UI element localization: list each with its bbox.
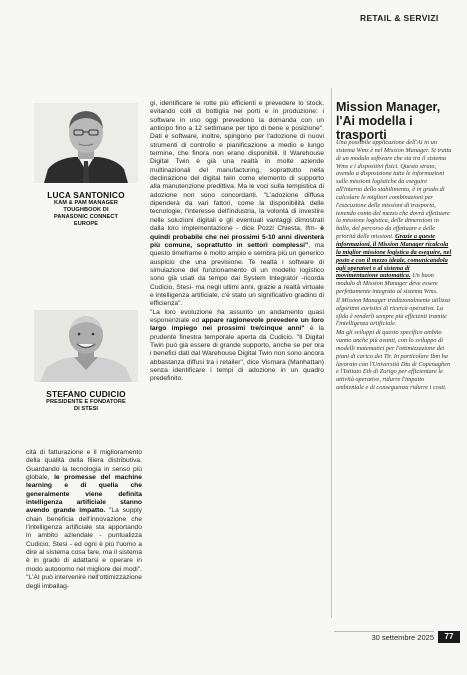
text-run: Una possibile applicazione dell'Ai in un sistema Wms è nel Mission Manager. Si tratta di un modulo software che sta tra il sistema Wms e i dispositivi fisici. Questo strato, avendo a disposizione tutte le informazioni sulle missioni logistiche da eseguire all'interno dello stabilimento, è in grado di calcolare le migliori combinazioni per l'esecuzione delle missioni di trasporto, tenendo conto del mezzo che dovrà effettuare la missione logistica, delle dimensioni in ballo, del percorso da effettuare e delle priorità delle missioni.: [336, 139, 452, 241]
portrait-luca-santonico: [34, 103, 138, 183]
text-run: gi, identificare le rotte più efficienti e prevedere lo stock, evitando colli di bottiglia nei porti e in produzione: i software in uso oggi prevedono la domanda con un anticipo fino a 12 settimane per tipo di bene e posizione". Dati e software, inoltre, spingono per l'adozione di nuovi strumenti di controllo e pianificazione a medio e lungo termine, che finora non erano disponibili. Il Warehouse Digital Twin è già una realtà in molte aziende multinazionali del manufacturing, soprattutto nella declinazione del digital twin come elemento di supporto alla manutenzione predittiva. Ma le voci sulla tempistica di adozione non sono concordanti. "L'adozione diffusa dipenderà da vari fattori, come la disponibilità delle tecnologie, l'interesse dell'industria, la volontà di investire nelle soluzioni digitali e gli eventuali vantaggi dimostrati dalla loro implementazione - dice Pozzi Chiesta, Ifm-: [150, 100, 324, 233]
issue-date: 30 settembre 2025: [334, 631, 434, 644]
page-footer: [330, 631, 462, 643]
column-divider: [331, 88, 332, 618]
paragraph: Il Mission Manager tradizionalmente utilizza algoritmi euristici di ricerca operativa. La sfida è renderli sempre più efficienti tramite l'intelligenza artificiale.: [336, 296, 451, 328]
person-role-line: DI STESI: [73, 406, 99, 412]
person-role-line: TOUGHBOOK DI: [63, 207, 109, 213]
page-number: 77: [438, 631, 460, 643]
person-role-line: KAM & PAM MANAGER: [53, 200, 119, 206]
sidebar-title: Mission Manager, l'Ai modella i trasporti: [336, 100, 441, 142]
paragraph: [150, 309, 324, 384]
highlight-text: le promesse del machine learning e di quella che generalmente viene definita intelligenza artificiale stanno avendo grande impatto.: [26, 474, 142, 515]
paragraph: Ma gli sviluppi di questo specifico ambito vanno anche più avanti, con lo sviluppo di modelli matematici per l'ottimizzazione dei piani di carico dei Tir. In particolare Ibm ha lavorato con l'Università Dtu di Copenaghen e l'Istituto Eth di Zurigo per efficientare le attività operative, ridurre l'impatto ambientale e di conseguenza ridurre i costi.: [336, 329, 451, 392]
person-role-line: PANASONIC CONNECT: [53, 214, 119, 220]
portrait-stefano-cudicio: [34, 310, 138, 382]
caption-luca-santonico: [30, 190, 142, 228]
text-run: è la prudente finestra temporale aperta da Cudicio. "Il Digital Twin può già essere di grande supporto, anche se per ora i benefici dati dal Warehouse Digital Twin non sono ancora abbastanza diffusi tra i retailer", dice Vismara (Manhattan) senza identificare i tempi di adozione in un quadro predefinito.: [150, 325, 324, 383]
text-run: "La loro evoluzione ha assunto un andamento quasi esponenziale ed: [150, 308, 324, 324]
text-run: Un buon modulo di Mission Manager deve essere perfettamente integrato al sistema Wms.: [336, 272, 438, 296]
article-column-2: [150, 100, 324, 384]
paragraph: [336, 139, 452, 296]
sidebar-body: [336, 139, 452, 393]
article-column-1: [26, 449, 142, 591]
text-run: , ma questo timeframe è molto ampio e sembra più un generico auspicio che una previsione. Te realtà i software di simulazione del funzionamento di un modello logistico sono già usati da tempo dai System Integrator -ricorda Cudicio, Stesi- ma negli ultimi anni, grazie a realtà virtuale e intelligenza artificiale, c'è stato un significativo gradino di efficienza".: [150, 241, 324, 308]
highlight-text: Grazie a queste informazioni, il Mission Manager ricalcola la miglior missione logistica da eseguire, nel posto e con il mezzo ideale, comunicandola agli operatori o al sistema di movimentazione automatica.: [336, 233, 452, 280]
person-role-line: EUROPE: [73, 221, 99, 227]
text-run: cità di fatturazione e il miglioramento della qualità della filiera distributiva. Guardando la tecnologia in senso più globale,: [26, 449, 142, 482]
highlight-text: è quindi probabile che nei prossimi 5-10 anni diventerà più comune, soprattutto in settori complessi": [150, 225, 324, 249]
person-role-line: PRESIDENTE E FONDATORE: [46, 399, 126, 405]
person-name: STEFANO CUDICIO: [46, 389, 126, 399]
section-tag: RETAIL & SERVIZI: [360, 13, 439, 23]
text-run: "La supply chain beneficia dell'innovazione che l'intelligenza artificiale sta apportando in ambito aziendale - puntualizza Cudicio, Stesi - ed ogni è più l'uomo a dire al sistema cosa fare, ma il sistema è in grado di adattarsi e operare in modo autonomo nel migliore dei modi". "L'AI può intervenire nell'ottimizzazione degli imballag-: [26, 507, 142, 590]
paragraph: [26, 449, 142, 591]
person-name: LUCA SANTONICO: [47, 190, 125, 200]
paragraph: [150, 100, 324, 309]
highlight-text: appare ragionevole prevedere un loro largo impiego nei prossimi tre/cinque anni": [150, 316, 324, 333]
caption-stefano-cudicio: [30, 389, 142, 413]
